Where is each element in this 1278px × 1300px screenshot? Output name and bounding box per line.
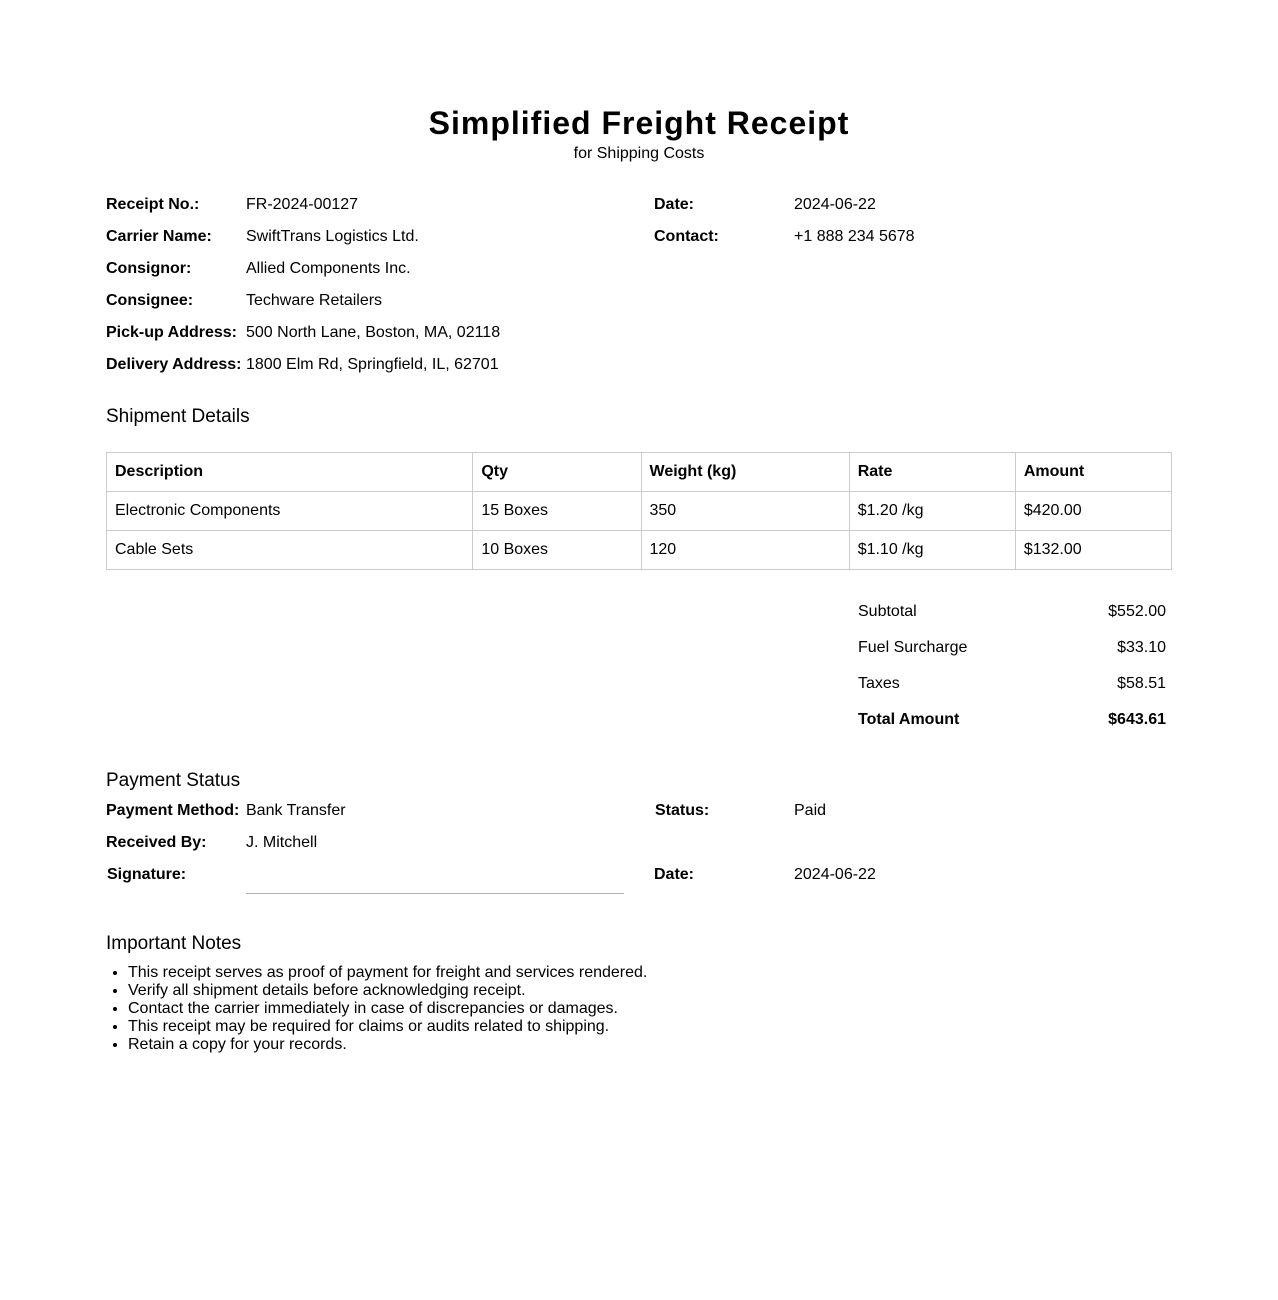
taxes-row [858,674,1166,710]
total-amount-row [858,710,1166,746]
shipment-section-title: Shipment Details [106,406,250,427]
page-subtitle: for Shipping Costs [573,145,705,162]
contact-value: +1 888 234 5678 [794,228,915,245]
cell-qty: 10 Boxes [473,531,641,570]
consignee-label: Consignee: [106,292,194,309]
list-item: • This receipt serves as proof of payment for freight and services rendered. [128,964,647,982]
status-label: Status: [655,802,710,819]
signature-label: Signature: [107,866,187,883]
total-amount-value: $643.61 [1108,711,1166,728]
cell-rate: $1.10 /kg [849,531,1015,570]
consignee-value: Techware Retailers [246,292,383,309]
cell-description: Cable Sets [107,531,473,570]
delivery-value: 1800 Elm Rd, Springfield, IL, 62701 [246,356,499,373]
pickup-value: 500 North Lane, Boston, MA, 02118 [246,324,501,341]
subtotal-row [858,602,1166,638]
cell-description: Electronic Components [107,492,473,531]
consignor-label: Consignor: [106,260,192,277]
notes-section-title: Important Notes [106,933,242,954]
total-amount-label: Total Amount [858,711,960,728]
subtotal-label: Subtotal [858,603,917,620]
consignor-value: Allied Components Inc. [246,260,411,277]
contact-label: Contact: [654,228,719,245]
date-label: Date: [654,196,695,213]
cell-rate: $1.20 /kg [849,492,1015,531]
signature-line [246,893,624,894]
fuel-surcharge-value: $33.10 [1117,639,1166,656]
list-item: • Verify all shipment details before acknowledging receipt. [128,982,647,1000]
status-value: Paid [794,802,827,819]
taxes-value: $58.51 [1117,675,1166,692]
table-header-row [107,453,1172,492]
payment-date-value: 2024-06-22 [794,866,876,883]
receipt-no-value: FR-2024-00127 [246,196,359,213]
cell-amount: $420.00 [1015,492,1171,531]
col-amount-header: Amount [1015,453,1171,492]
table-row [107,492,1172,531]
receipt-no-label: Receipt No.: [106,196,200,213]
list-item: • Contact the carrier immediately in case of discrepancies or damages. [128,1000,647,1018]
col-qty-header: Qty [473,453,641,492]
cell-weight: 120 [641,531,849,570]
delivery-label: Delivery Address: [106,356,242,373]
payment-section-title: Payment Status [106,770,241,791]
list-item: • Retain a copy for your records. [128,1036,647,1054]
payment-date-label: Date: [654,866,695,883]
pickup-label: Pick-up Address: [106,324,237,341]
received-by-label: Received By: [106,834,207,851]
totals-block [858,602,1166,746]
fuel-surcharge-row [858,638,1166,674]
table-row [107,531,1172,570]
cell-amount: $132.00 [1015,531,1171,570]
col-description-header: Description [107,453,473,492]
payment-method-label: Payment Method: [106,802,240,819]
notes-list [106,964,647,1054]
date-value: 2024-06-22 [794,196,876,213]
subtotal-value: $552.00 [1108,603,1166,620]
received-by-value: J. Mitchell [246,834,318,851]
fuel-surcharge-label: Fuel Surcharge [858,639,968,656]
payment-method-value: Bank Transfer [246,802,346,819]
col-rate-header: Rate [849,453,1015,492]
cell-qty: 15 Boxes [473,492,641,531]
taxes-label: Taxes [858,675,900,692]
carrier-value: SwiftTrans Logistics Ltd. [246,228,419,245]
col-weight-header: Weight (kg) [641,453,849,492]
carrier-label: Carrier Name: [106,228,212,245]
list-item: • This receipt may be required for claims or audits related to shipping. [128,1018,647,1036]
shipment-table [106,452,1172,570]
cell-weight: 350 [641,492,849,531]
page-title: Simplified Freight Receipt [428,105,850,141]
